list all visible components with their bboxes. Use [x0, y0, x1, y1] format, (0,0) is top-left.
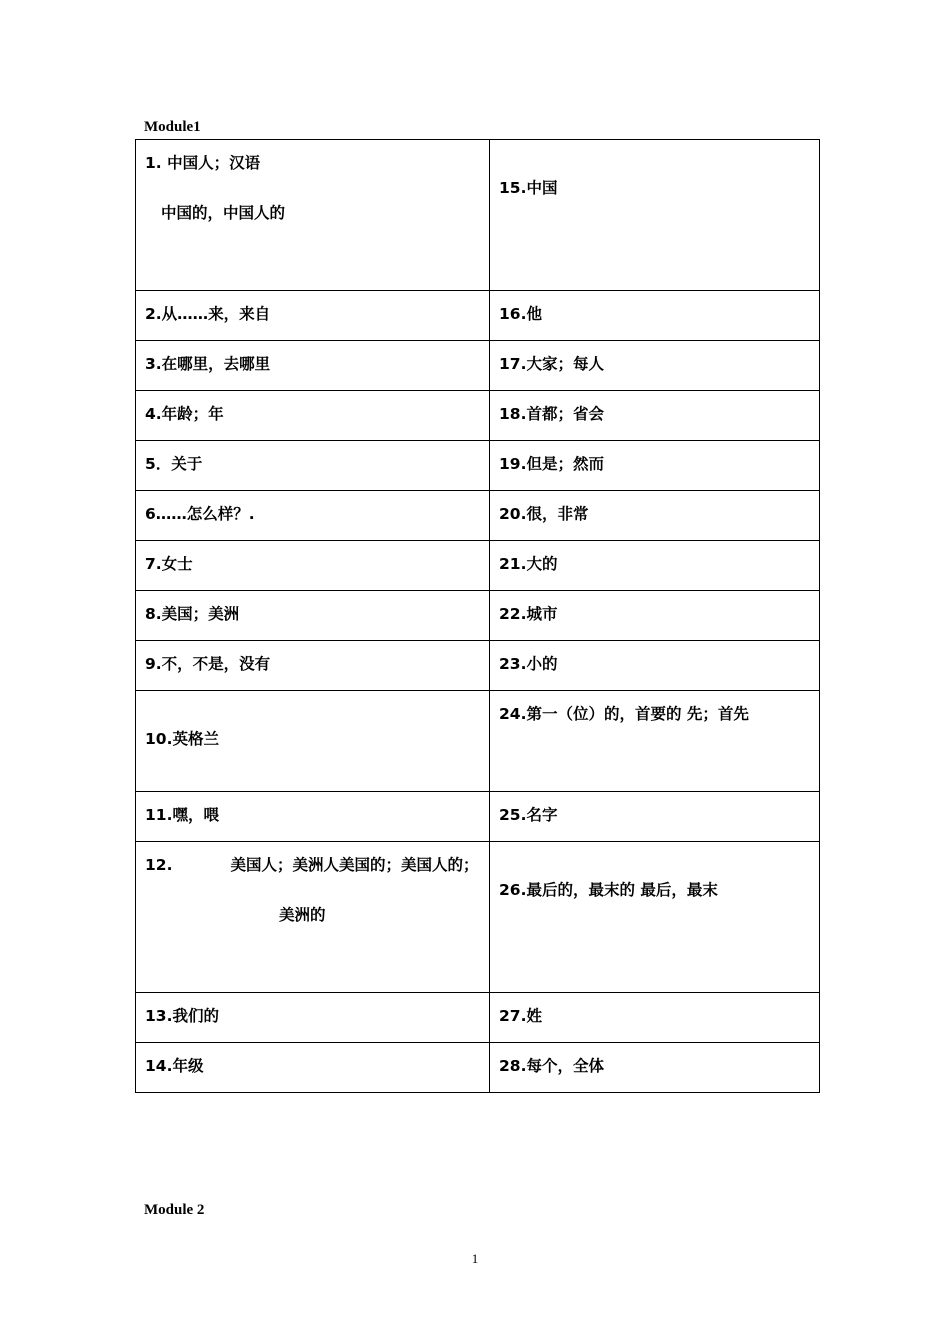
table-row: [136, 1043, 820, 1093]
table-cell: [490, 491, 820, 541]
table-row: [136, 842, 820, 993]
item-24-text: 24.第一（位）的，首要的 先；首先: [499, 705, 749, 723]
table-cell: [136, 1043, 490, 1093]
table-row: [136, 792, 820, 842]
table-cell: [490, 792, 820, 842]
table-cell: [136, 491, 490, 541]
item-23-text: 23.小的: [499, 655, 558, 673]
table-cell: [136, 541, 490, 591]
item-19-text: 19.但是；然而: [499, 455, 604, 473]
table-cell: [136, 291, 490, 341]
item-15-text: 15.中国: [499, 179, 558, 197]
item-10-text: 10.英格兰: [145, 730, 219, 748]
item-27-text: 27.姓: [499, 1007, 542, 1025]
item-13-text: 13.我们的: [145, 1007, 219, 1025]
item-9-text: 9.不，不是，没有: [145, 655, 271, 673]
table-cell: [490, 391, 820, 441]
table-cell: [136, 842, 490, 993]
table-cell: [490, 541, 820, 591]
item-1-text: 1. 中国人；汉语: [145, 154, 261, 172]
item-26-text: 26.最后的，最末的 最后，最末: [499, 881, 718, 899]
item-14-text: 14.年级: [145, 1057, 204, 1075]
vocabulary-table: [135, 139, 820, 1093]
table-row: [136, 691, 820, 792]
item-16-text: 16.他: [499, 305, 542, 323]
item-25-text: 25.名字: [499, 806, 558, 824]
item-17-text: 17.大家；每人: [499, 355, 604, 373]
table-cell: [136, 591, 490, 641]
table-cell: [136, 792, 490, 842]
item-18-text: 18.首都；省会: [499, 405, 604, 423]
item-12-number: 12.: [145, 856, 173, 874]
item-21-text: 21.大的: [499, 555, 558, 573]
table-row: [136, 993, 820, 1043]
item-8-text: 8.美国；美洲: [145, 605, 240, 623]
table-cell: [136, 691, 490, 792]
item-4-text: 4.年龄；年: [145, 405, 224, 423]
item-6-text: 6……怎么样？.: [145, 505, 255, 523]
module1-heading: Module1: [144, 119, 201, 135]
table-row: [136, 591, 820, 641]
item-2-text: 2.从……来，来自: [145, 305, 271, 323]
table-cell: [490, 1043, 820, 1093]
table-cell: [490, 341, 820, 391]
item-12-continuation: 美洲的: [279, 906, 326, 924]
table-cell: [490, 291, 820, 341]
item-22-text: 22.城市: [499, 605, 558, 623]
item-20-text: 20.很，非常: [499, 505, 589, 523]
table-cell: [136, 341, 490, 391]
table-row: [136, 641, 820, 691]
item-11-text: 11.嘿，喂: [145, 806, 219, 824]
item-5-text: 5．关于: [145, 455, 203, 473]
table-row: [136, 441, 820, 491]
table-cell: [490, 140, 820, 291]
table-cell: [490, 691, 820, 792]
item-7-text: 7.女士: [145, 555, 193, 573]
table-cell: [136, 993, 490, 1043]
table-row: [136, 491, 820, 541]
table-row: [136, 341, 820, 391]
item-3-text: 3.在哪里，去哪里: [145, 355, 271, 373]
table-cell: [136, 641, 490, 691]
item-1-continuation: 中国的，中国人的: [161, 204, 286, 222]
table-row: [136, 391, 820, 441]
table-row: [136, 291, 820, 341]
table-cell: [136, 441, 490, 491]
table-row: [136, 541, 820, 591]
table-cell: [490, 641, 820, 691]
table-cell: [136, 140, 490, 291]
item-12-text: 美国人；美洲人美国的；美国人的；: [230, 856, 479, 874]
table-cell: [490, 842, 820, 993]
table-cell: [490, 441, 820, 491]
page-number: 1: [471, 1251, 479, 1266]
table-cell: [490, 993, 820, 1043]
table-cell: [490, 591, 820, 641]
module2-heading: Module 2: [144, 1202, 205, 1218]
table-cell: [136, 391, 490, 441]
table-row: [136, 140, 820, 291]
item-28-text: 28.每个，全体: [499, 1057, 604, 1075]
